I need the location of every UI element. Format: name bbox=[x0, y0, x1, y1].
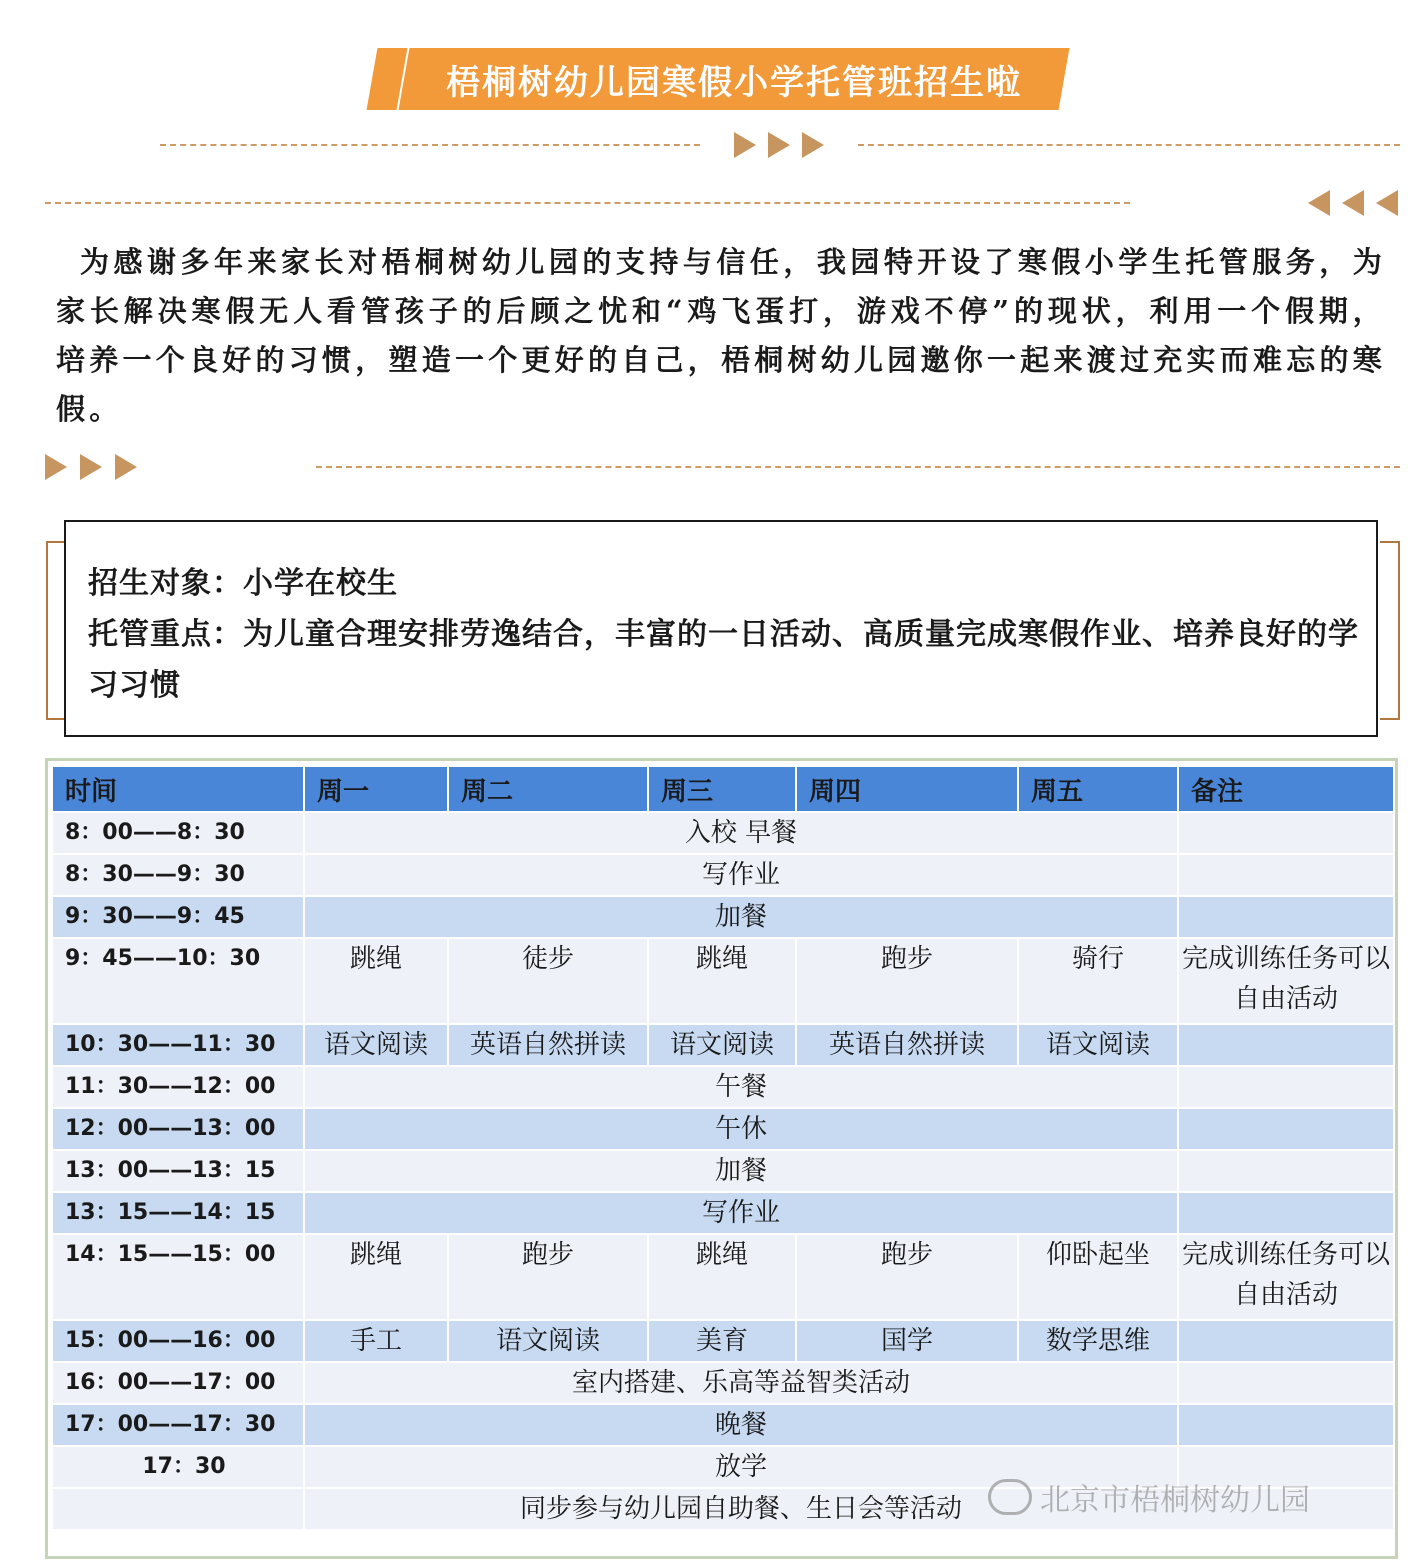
time-cell: 16：00——17：00 bbox=[52, 1362, 304, 1404]
intro-paragraph: 为感谢多年来家长对梧桐树幼儿园的支持与信任，我园特开设了寒假小学生托管服务，为家长解决寒假无人看管孩子的后顾之忧和“鸡飞蛋打，游戏不停”的现状，利用一个假期，培养一个良好的习惯，塑造一个更好的自己，梧桐树幼儿园邀你一起来渡过充实而难忘的寒假。 bbox=[56, 245, 1386, 426]
care-focus: 托管重点：为儿童合理安排劳逸结合，丰富的一日活动、高质量完成寒假作业、培养良好的学习习惯 bbox=[88, 617, 1359, 703]
header-time: 时间 bbox=[52, 766, 304, 812]
table-row bbox=[52, 1192, 1394, 1234]
header-mon: 周一 bbox=[304, 766, 448, 812]
time-cell: 10：30——11：30 bbox=[52, 1024, 304, 1066]
activity-cell: 同步参与幼儿园自助餐、生日会等活动 bbox=[304, 1488, 1394, 1530]
note-cell bbox=[1178, 1108, 1394, 1150]
activity-cell: 加餐 bbox=[304, 1150, 1178, 1192]
activity-cell: 晚餐 bbox=[304, 1404, 1178, 1446]
note-cell bbox=[1178, 1150, 1394, 1192]
note-cell bbox=[1178, 1320, 1394, 1362]
activity-cell: 手工 bbox=[304, 1320, 448, 1362]
box-bracket-left bbox=[46, 541, 66, 720]
table-row bbox=[52, 1320, 1394, 1362]
table-row bbox=[52, 1404, 1394, 1446]
page-title: 梧桐树幼儿园寒假小学托管班招生啦 bbox=[446, 62, 1022, 103]
activity-cell: 语文阅读 bbox=[1018, 1024, 1178, 1066]
arrow-right-icon bbox=[802, 132, 824, 158]
header-fri: 周五 bbox=[1018, 766, 1178, 812]
dashed-divider bbox=[858, 144, 1400, 146]
activity-cell: 数学思维 bbox=[1018, 1320, 1178, 1362]
header-wed: 周三 bbox=[648, 766, 796, 812]
activity-cell: 跳绳 bbox=[304, 1234, 448, 1320]
activity-cell: 加餐 bbox=[304, 896, 1178, 938]
note-cell bbox=[1178, 1024, 1394, 1066]
schedule-table bbox=[51, 765, 1395, 1531]
note-cell bbox=[1178, 1404, 1394, 1446]
activity-cell: 英语自然拼读 bbox=[448, 1024, 648, 1066]
watermark bbox=[988, 1472, 1388, 1522]
note-cell bbox=[1178, 896, 1394, 938]
time-cell: 14：15——15：00 bbox=[52, 1234, 304, 1320]
activity-cell: 跳绳 bbox=[648, 1234, 796, 1320]
arrow-right-icon bbox=[734, 132, 756, 158]
activity-cell: 语文阅读 bbox=[648, 1024, 796, 1066]
activity-cell: 国学 bbox=[796, 1320, 1018, 1362]
arrow-left-icon bbox=[1342, 190, 1364, 216]
activity-cell: 英语自然拼读 bbox=[796, 1024, 1018, 1066]
activity-cell: 室内搭建、乐高等益智类活动 bbox=[304, 1362, 1178, 1404]
table-row bbox=[52, 1108, 1394, 1150]
note-cell: 完成训练任务可以自由活动 bbox=[1178, 1234, 1394, 1320]
note-cell bbox=[1178, 812, 1394, 854]
note-cell: 完成训练任务可以自由活动 bbox=[1178, 938, 1394, 1024]
time-cell: 11：30——12：00 bbox=[52, 1066, 304, 1108]
activity-cell: 写作业 bbox=[304, 1192, 1178, 1234]
time-cell: 8：30——9：30 bbox=[52, 854, 304, 896]
activity-cell: 跑步 bbox=[796, 938, 1018, 1024]
activity-cell: 语文阅读 bbox=[304, 1024, 448, 1066]
activity-cell: 跑步 bbox=[796, 1234, 1018, 1320]
note-cell bbox=[1178, 1362, 1394, 1404]
table-row bbox=[52, 1066, 1394, 1108]
time-cell: 12：00——13：00 bbox=[52, 1108, 304, 1150]
enroll-target: 招生对象：小学在校生 bbox=[88, 566, 398, 601]
activity-cell: 语文阅读 bbox=[448, 1320, 648, 1362]
table-row bbox=[52, 1234, 1394, 1320]
table-row bbox=[52, 812, 1394, 854]
activity-cell: 入校 早餐 bbox=[304, 812, 1178, 854]
time-cell: 17：00——17：30 bbox=[52, 1404, 304, 1446]
note-cell bbox=[1178, 854, 1394, 896]
table-row bbox=[52, 854, 1394, 896]
dashed-divider bbox=[316, 466, 1400, 468]
activity-cell: 跑步 bbox=[448, 1234, 648, 1320]
wechat-icon bbox=[988, 1479, 1032, 1515]
box-bracket-right bbox=[1380, 541, 1400, 720]
time-cell: 8：00——8：30 bbox=[52, 812, 304, 854]
note-cell bbox=[1178, 1066, 1394, 1108]
header-note: 备注 bbox=[1178, 766, 1394, 812]
arrow-left-icon bbox=[1376, 190, 1398, 216]
time-cell: 9：45——10：30 bbox=[52, 938, 304, 1024]
table-row bbox=[52, 938, 1394, 1024]
activity-cell: 放学 bbox=[304, 1446, 1178, 1488]
enrollment-info-box bbox=[64, 520, 1378, 737]
arrow-right-icon bbox=[45, 454, 67, 480]
table-row bbox=[52, 1362, 1394, 1404]
table-row bbox=[52, 1024, 1394, 1066]
activity-cell: 徒步 bbox=[448, 938, 648, 1024]
activity-cell: 午餐 bbox=[304, 1066, 1178, 1108]
arrow-left-icon bbox=[1308, 190, 1330, 216]
time-cell: 13：15——14：15 bbox=[52, 1192, 304, 1234]
activity-cell: 写作业 bbox=[304, 854, 1178, 896]
activity-cell: 午休 bbox=[304, 1108, 1178, 1150]
dashed-divider bbox=[160, 144, 700, 146]
arrow-right-icon bbox=[80, 454, 102, 480]
table-header-row bbox=[52, 766, 1394, 812]
arrow-right-icon bbox=[115, 454, 137, 480]
activity-cell: 跳绳 bbox=[648, 938, 796, 1024]
table-row bbox=[52, 896, 1394, 938]
time-cell bbox=[52, 1488, 304, 1530]
note-cell bbox=[1178, 1192, 1394, 1234]
time-cell: 9：30——9：45 bbox=[52, 896, 304, 938]
arrow-right-icon bbox=[768, 132, 790, 158]
table-row bbox=[52, 1150, 1394, 1192]
time-cell: 15：00——16：00 bbox=[52, 1320, 304, 1362]
activity-cell: 骑行 bbox=[1018, 938, 1178, 1024]
time-cell: 17：30 bbox=[52, 1446, 304, 1488]
dashed-divider bbox=[45, 202, 1130, 204]
header-tue: 周二 bbox=[448, 766, 648, 812]
schedule-table-frame bbox=[45, 758, 1398, 1559]
time-cell: 13：00——13：15 bbox=[52, 1150, 304, 1192]
watermark-text: 北京市梧桐树幼儿园 bbox=[1040, 1483, 1310, 1518]
activity-cell: 美育 bbox=[648, 1320, 796, 1362]
header-thu: 周四 bbox=[796, 766, 1018, 812]
activity-cell: 跳绳 bbox=[304, 938, 448, 1024]
activity-cell: 仰卧起坐 bbox=[1018, 1234, 1178, 1320]
